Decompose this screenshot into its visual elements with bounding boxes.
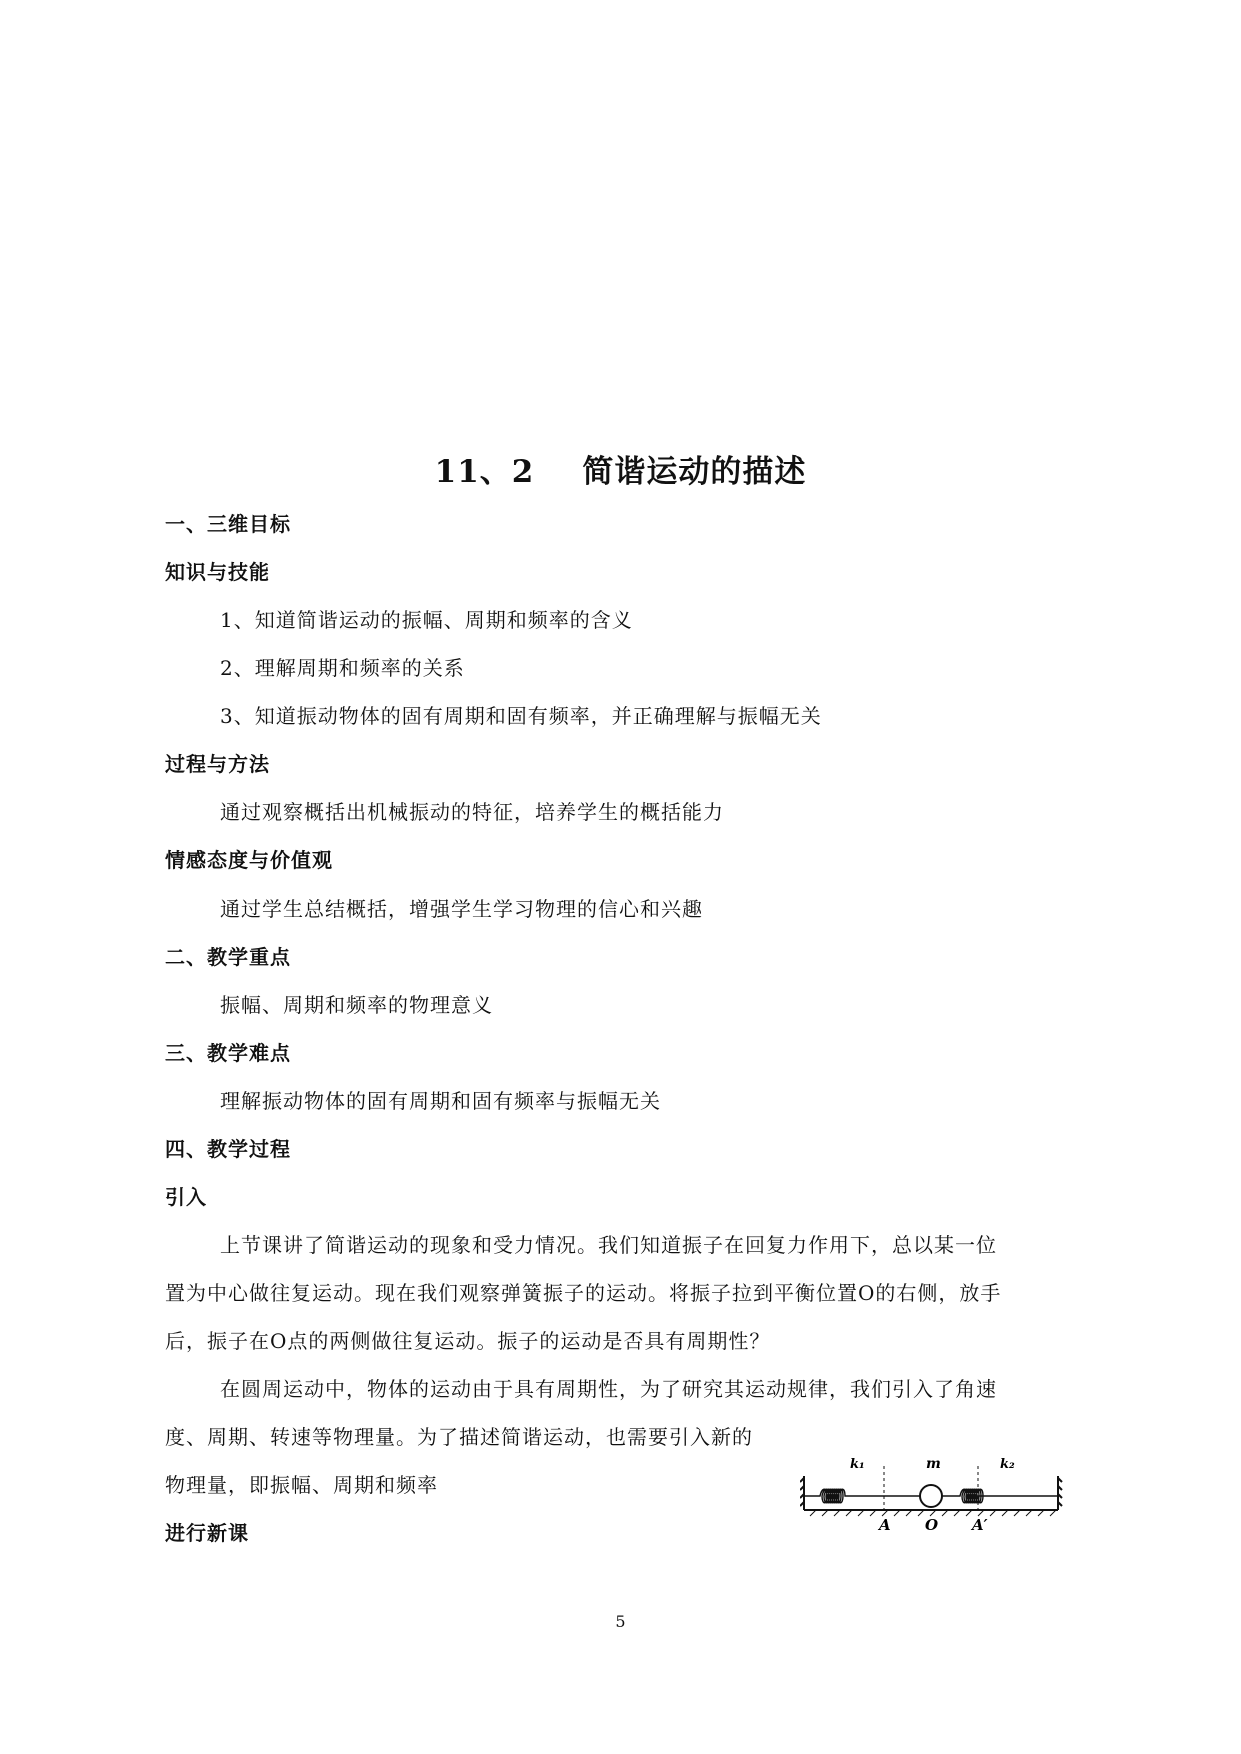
page-title xyxy=(0,446,1241,491)
mass-m xyxy=(920,1485,942,1507)
label-A: A xyxy=(879,1516,891,1532)
heading-difficulties: 三、教学难点 xyxy=(165,1041,291,1065)
heading-new-lesson: 进行新课 xyxy=(165,1521,249,1545)
label-O: O xyxy=(925,1516,939,1532)
spring-k1 xyxy=(804,1489,920,1503)
intro-line-4: 在圆周运动中，物体的运动由于具有周期性，为了研究其运动规律，我们引入了角速 xyxy=(220,1377,997,1401)
intro-line-2: 置为中心做往复运动。现在我们观察弹簧振子的运动。将振子拉到平衡位置O的右侧，放手 xyxy=(165,1281,1002,1305)
heading-objectives: 一、三维目标 xyxy=(165,512,291,536)
process-text: 通过观察概括出机械振动的特征，培养学生的概括能力 xyxy=(220,800,724,824)
heading-emotion: 情感态度与价值观 xyxy=(165,848,333,872)
label-k1: k₁ xyxy=(850,1457,865,1472)
intro-line-3: 后，振子在O点的两侧做往复运动。振子的运动是否具有周期性？ xyxy=(165,1329,771,1353)
difficulties-text: 理解振动物体的固有周期和固有频率与振幅无关 xyxy=(220,1089,661,1113)
heading-knowledge: 知识与技能 xyxy=(165,560,270,584)
heading-process: 过程与方法 xyxy=(165,752,270,776)
right-wall xyxy=(1058,1476,1062,1510)
intro-line-5: 度、周期、转速等物理量。为了描述简谐运动，也需要引入新的 xyxy=(165,1425,753,1449)
heading-key-points: 二、教学重点 xyxy=(165,945,291,969)
knowledge-item-1: 1、知道简谐运动的振幅、周期和频率的含义 xyxy=(220,608,633,632)
heading-teaching-process: 四、教学过程 xyxy=(165,1137,291,1161)
label-k2: k₂ xyxy=(1000,1457,1015,1472)
page-number: 5 xyxy=(615,1612,626,1631)
label-A-prime: A′ xyxy=(972,1516,988,1532)
emotion-text: 通过学生总结概括，增强学生学习物理的信心和兴趣 xyxy=(220,897,703,921)
left-wall xyxy=(800,1476,804,1510)
knowledge-item-3: 3、知道振动物体的固有周期和固有频率，并正确理解与振幅无关 xyxy=(220,704,822,728)
spring-k2 xyxy=(942,1489,1058,1503)
heading-intro: 引入 xyxy=(165,1185,207,1209)
intro-line-1: 上节课讲了简谐运动的现象和受力情况。我们知道振子在回复力作用下，总以某一位 xyxy=(220,1233,997,1257)
intro-line-6: 物理量，即振幅、周期和频率 xyxy=(165,1473,438,1497)
title-number: 11、2 xyxy=(434,454,535,490)
label-m: m xyxy=(926,1456,941,1472)
knowledge-item-2: 2、理解周期和频率的关系 xyxy=(220,656,465,680)
key-points-text: 振幅、周期和频率的物理意义 xyxy=(220,993,493,1017)
spring-oscillator-figure xyxy=(800,1452,1070,1532)
title-text: 简谐运动的描述 xyxy=(582,454,807,490)
